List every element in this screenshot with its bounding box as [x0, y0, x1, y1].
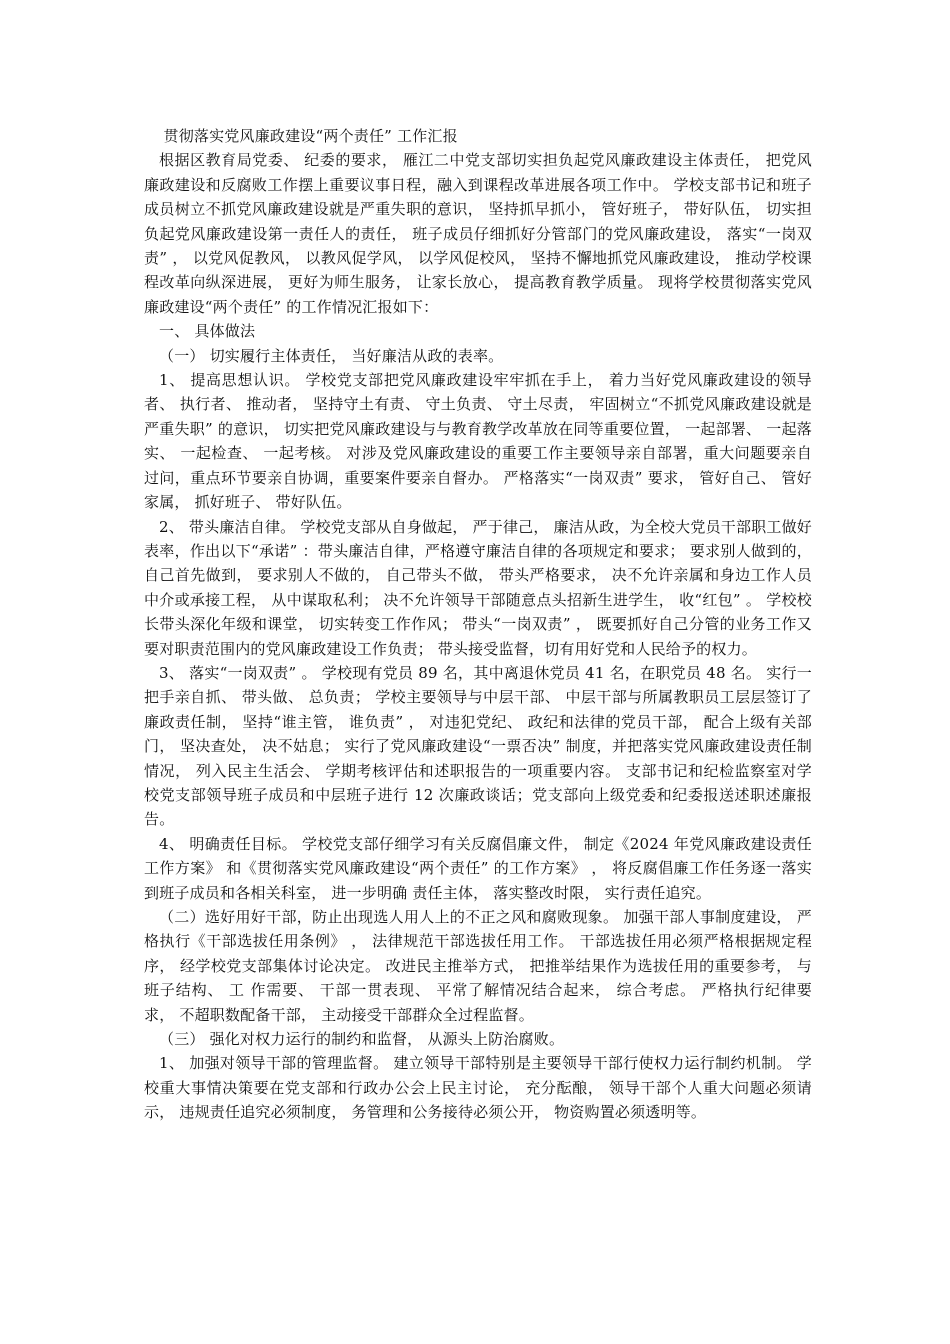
subsection-heading-3: （三） 强化对权力运行的制约和监督， 从源头上防治腐败。 — [159, 1030, 565, 1049]
paragraph-item-1: 1、 提高思想认识。 学校党支部把党风廉政建设牢牢抓在手上， 着力当好党风廉政建设的领导者、 执行者、 推动者， 坚持守土有责、 守土负责、 守土尽责， 牢固树立“不抓党风廉政建设就是严重失职” 的意识， 切实把党风廉政建设与与教育教学改革放在同等重要位置， 一起部署、 一起落实、 一起检查、 一起考核。 对涉及党风廉政建设的重要工作主要领导亲自部署，重大问题要亲自过问，重点环节要亲自协调，重要案件要亲自督办。 严格落实“一岗双责” 要求， 管好自己、 管好家属， 抓好班子、 带好队伍。 — [144, 371, 812, 512]
paragraph-item-2: 2、 带头廉洁自律。 学校党支部从自身做起， 严于律己， 廉洁从政，为全校大党员干部职工做好表率，作出以下“承诺” ：带头廉洁自律，严格遵守廉洁自律的各项规定和要求； 要求别人做到的， 自己首先做到， 要求别人不做的， 自己带头不做， 带头严格要求， 决不允许亲属和身边工作人员中介或承接工程， 从中谋取私利； 决不允许领导干部随意点头招新生进学生， 收“红包” 。 学校校长带头深化年级和课堂， 切实转变工作作风； 带头“一岗双责” ， 既要抓好自己分管的业务工作又要对职责范围内的党风廉政建设工作负责； 带头接受监督，切有用好党和人民给予的权力。 — [144, 517, 812, 658]
paragraph-item-4: 4、 明确责任目标。 学校党支部仔细学习有关反腐倡廉文件， 制定《2024 年党风廉政建设责任工作方案》 和《贯彻落实党风廉政建设“两个责任” 的工作方案》 ， 将反腐倡廉工作任务逐一落实到班子成员和各相关科室， 进一步明确 责任主体， 落实整改时限， 实行责任追究。 — [144, 834, 812, 902]
subsection-paragraph-2: （二）选好用好干部，防止出现选人用人上的不正之风和腐败现象。 加强干部人事制度建设， 严格执行《干部选拔任用条例》 ， 法律规范干部选拔任用工作。 干部选拔任用必须严格根据规定程序， 经学校党支部集体讨论决定。 改进民主推举方式， 把推举结果作为选拔任用的重要参考， 与班子结构、 工 作需要、 干部一贯表现、 平常了解情况结合起来， 综合考虑。 严格执行纪律要求， 不超职数配备干部， 主动接受干部群众全过程监督。 — [144, 908, 812, 1024]
document-page — [144, 124, 812, 1125]
paragraph-item-3-1: 1、 加强对领导干部的管理监督。 建立领导干部特别是主要领导干部行使权力运行制约机制。 学校重大事情决策要在党支部和行政办公会上民主讨论， 充分酝酿， 领导干部个人重大问题必须请示， 违规责任追究必须制度， 务管理和公务接待必须公开， 物资购置必须透明等。 — [144, 1054, 812, 1122]
subsection-heading-1: （一） 切实履行主体责任， 当好廉洁从政的表率。 — [159, 346, 504, 365]
document-title: 贯彻落实党风廉政建设“两个责任” 工作汇报 — [163, 127, 458, 145]
paragraph-intro: 根据区教育局党委、 纪委的要求， 雁江二中党支部切实担负起党风廉政建设主体责任， 把党风廉政建设和反腐败工作摆上重要议事日程，融入到课程改革进展各项工作中。 学校支部书记和班子成员树立不抓党风廉政建设就是严重失职的意识， 坚持抓早抓小， 管好班子， 带好队伍， 切实担负起党风廉政建设第一责任人的责任， 班子成员仔细抓好分管部门的党风廉政建设， 落实“一岗双责” ， 以党风促教风， 以教风促学风， 以学风促校风， 坚持不懈地抓党风廉政建设， 推动学校课程改革向纵深进展， 更好为师生服务， 让家长放心， 提高教育教学质量。 现将学校贯彻落实党风廉政建设“两个责任” 的工作情况汇报如下： — [144, 151, 812, 316]
paragraph-item-3: 3、 落实“一岗双责” 。 学校现有党员 89 名，其中离退休党员 41 名，在职党员 48 名。 实行一把手亲自抓、 带头做、 总负责； 学校主要领导与中层干部、 中层干部与所属教职员工层层签订了廉政责任制， 坚持“谁主管， 谁负责” ， 对违犯党纪、 政纪和法律的党员干部， 配合上级有关部门， 坚决查处， 决不姑息； 实行了党风廉政建设“一票否决” 制度，并把落实党风廉政建设责任制情况， 列入民主生活会、 学期考核评估和述职报告的一项重要内容。 支部书记和纪检监察室对学校党支部领导班子成员和中层班子进行 12 次廉政谈话；党支部向上级党委和纪委报送述职述廉报告。 — [144, 663, 812, 829]
section-heading-1: 一、 具体做法 — [159, 322, 256, 341]
